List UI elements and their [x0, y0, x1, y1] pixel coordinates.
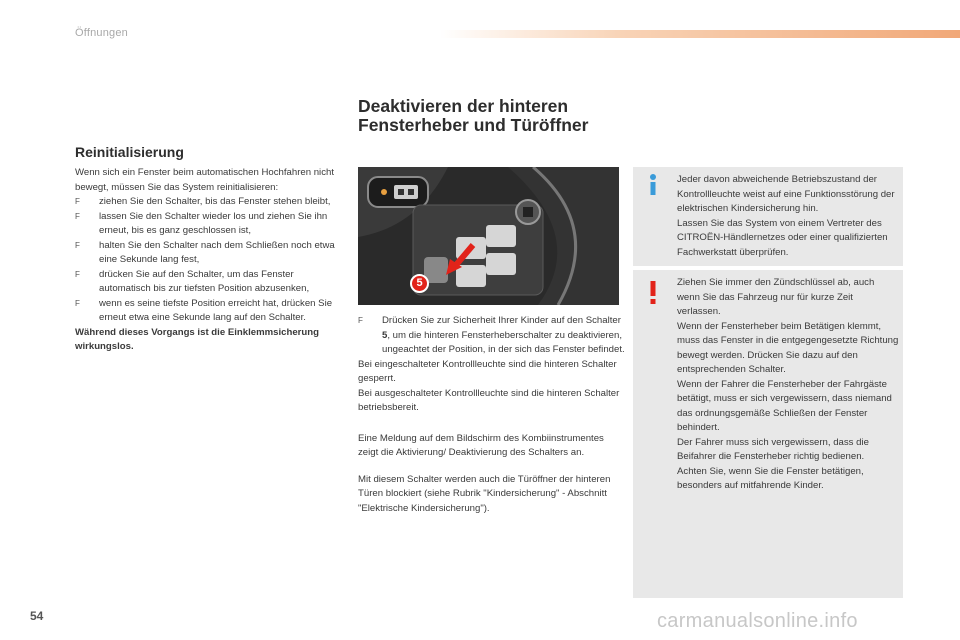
reinit-step: F halten Sie den Schalter nach dem Schließen noch etwa eine Sekunde lang fest, [75, 239, 335, 265]
reinit-step: F wenn es seine tiefste Position erreicht hat, drücken Sie erneut etwa eine Sekunde lang auf den Schalter. [75, 297, 333, 323]
warning-text-4: Der Fahrer muss sich vergewissern, dass die Beifahrer die Fensterheber richtig bedienen. [677, 436, 869, 462]
bullet-marker-icon: F [75, 211, 80, 221]
door-switch-illustration [358, 167, 619, 305]
page-number: 54 [30, 609, 44, 623]
reinit-step: F drücken Sie auf den Schalter, um das Fenster automatisch bis zur tiefsten Position abzusenken, [75, 268, 310, 294]
reinit-heading: Reinitialisierung [75, 144, 184, 160]
bullet-marker-icon: F [75, 197, 80, 206]
header-accent-bar [440, 30, 960, 38]
display-message-note: Eine Meldung auf dem Bildschirm des Kombiinstrumentes zeigt die Aktivierung/ Deaktivierung des Schalters an. [358, 432, 604, 458]
warning-text-3: Wenn der Fahrer die Fensterheber der Fahrgäste betätigt, muss er sich vergewissern, dass niemand das ordnungsgemäße Schließen der Fenster behindert. [677, 378, 892, 433]
bullet-marker-icon: F [75, 240, 80, 250]
warning-text-5: Achten Sie, wenn Sie die Fenster betätigen, besonders auf mitfahrende Kinder. [677, 465, 864, 491]
door-switch-panel-photo [358, 167, 619, 305]
reinit-steps [75, 195, 337, 326]
page-title [358, 97, 588, 135]
info-text-2: Lassen Sie das System von einem Vertreter des CITROËN-Händlernetzes oder einer qualifizierten Fachwerkstatt überprüfen. [677, 217, 888, 258]
warning-exclamation-icon [645, 280, 661, 311]
deactivate-section [358, 314, 626, 516]
callout-number: 5 [416, 277, 423, 289]
info-box [633, 167, 903, 266]
deactivate-step: F Drücken Sie zur Sicherheit Ihrer Kinder auf den Schalter 5, um die hinteren Fensterheberschalter zu deaktivieren, ungeachtet der Position, in der sich das Fenster befindet. [358, 315, 625, 355]
watermark: carmanualsonline.info [657, 610, 858, 632]
reinit-step: F ziehen Sie den Schalter, bis das Fenster stehen bleibt, [75, 195, 337, 210]
reinit-note: Während dieses Vorgangs ist die Einklemmsicherung wirkungslos. [75, 326, 319, 352]
switch-reference: 5 [382, 329, 388, 341]
info-icon [645, 173, 661, 202]
warning-text-1: Ziehen Sie immer den Zündschlüssel ab, auch wenn Sie das Fahrzeug nur für kurze Zeit verlassen. [677, 277, 875, 317]
light-on-state: Bei eingeschalteter Kontrollleuchte sind die hinteren Schalter gesperrt. [358, 358, 617, 384]
reinit-step: F lassen Sie den Schalter wieder los und ziehen Sie ihn erneut, bis es ganz geschlossen ist, [75, 210, 328, 236]
door-lock-note: Mit diesem Schalter werden auch die Türöffner der hinteren Türen blockiert (siehe Rubrik "Kindersicherung" - Abschnitt "Elektrische Kindersicherung"). [358, 473, 611, 514]
deactivate-steps [358, 314, 626, 358]
bullet-marker-icon: F [75, 269, 80, 279]
warning-box [633, 270, 903, 598]
reinit-intro: Wenn sich ein Fenster beim automatischen Hochfahren nicht bewegt, müssen Sie das System reinitialisieren: [75, 167, 334, 193]
bullet-marker-icon: F [358, 316, 363, 325]
warning-text-2: Wenn der Fensterheber beim Betätigen klemmt, muss das Fenster in die entgegengesetzte Richtung bewegt werden. Drücken Sie dazu auf den entsprechenden Schalter. [677, 320, 899, 375]
reinit-section [75, 166, 337, 355]
light-off-state: Bei ausgeschalteter Kontrollleuchte sind die hinteren Schalter betriebsbereit. [358, 387, 620, 413]
page-title-line-1: Deaktivieren der hinteren [358, 96, 569, 116]
page-title-line-2: Fensterheber und Türöffner [358, 115, 589, 135]
bullet-marker-icon: F [75, 298, 80, 308]
callout-5-badge [410, 274, 429, 293]
section-title: Öffnungen [75, 27, 128, 39]
info-text-1: Jeder davon abweichende Betriebszustand der Kontrollleuchte weist auf eine Funktionsstörung der elektrischen Kindersicherung hin. [677, 174, 895, 214]
